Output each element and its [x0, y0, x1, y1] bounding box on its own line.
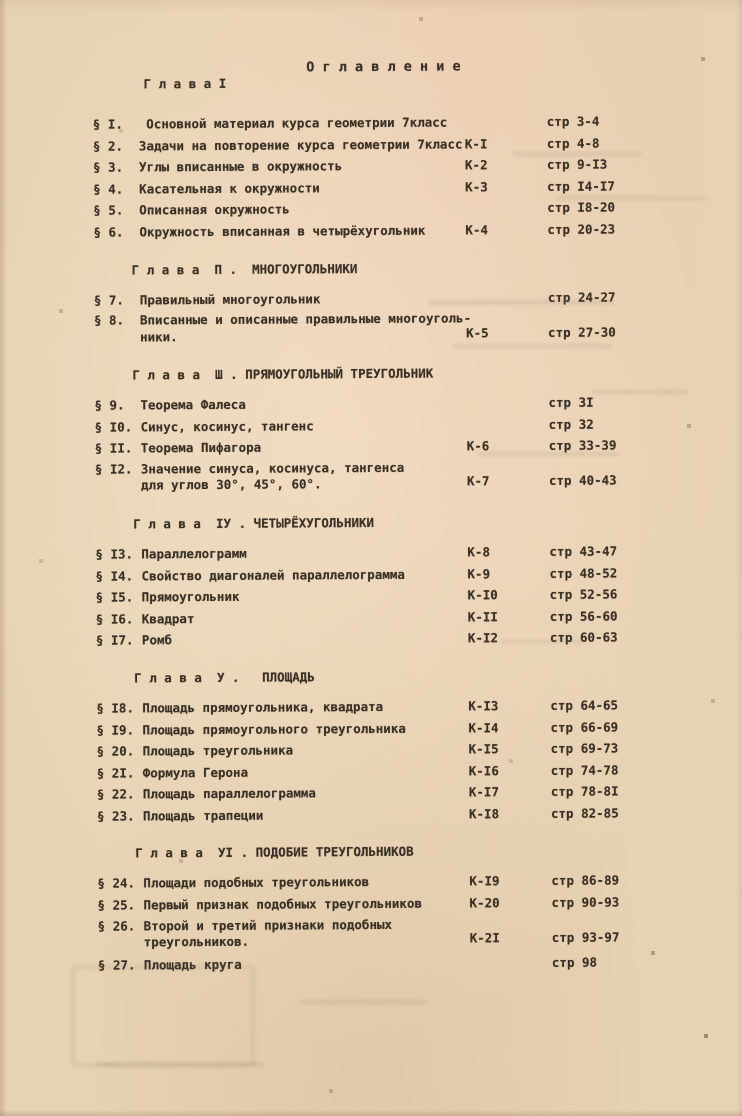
entry-pages: стр 93-97 [551, 929, 620, 945]
entry-control-code: К-2I [469, 930, 500, 946]
entry-control-code: К-I7 [468, 784, 499, 800]
chapter-section [2, 255, 742, 349]
entry-pages: стр 86-89 [551, 872, 620, 889]
entry-pages: стр 48-52 [549, 565, 618, 581]
entry-pages: стр 3-4 [546, 113, 600, 129]
entry-pages: стр 66-69 [550, 719, 619, 735]
entry-pages: стр 82-85 [550, 805, 619, 821]
entry-number: § I3. [95, 546, 134, 562]
entry-control-code: К-7 [466, 473, 490, 489]
entry-pages: стр I8-20 [547, 199, 616, 216]
entry-pages: стр 27-30 [547, 324, 616, 340]
entry-pages: стр 69-73 [550, 740, 619, 757]
entry-control-code: К-I9 [469, 873, 500, 889]
entry-number: § 24. [97, 875, 136, 892]
entry-title: Вписанные и описанные правильные многоуголь- ники. [139, 310, 472, 345]
chapter-entries [4, 694, 742, 828]
entry-pages: стр 20-23 [547, 221, 616, 237]
entry-number: § 4. [93, 181, 124, 197]
entry-number: § I4. [95, 567, 134, 584]
entry-title: Площадь прямоугольного треугольника [142, 720, 406, 737]
entry-title: Прямоугольник [141, 588, 240, 605]
entry-title: Площадь прямоугольника, квадрата [142, 698, 384, 716]
chapter-entries [3, 540, 742, 652]
entry-title: Описанная окружность [139, 201, 290, 218]
entry-number: § II. [94, 440, 133, 457]
chapter-entries [2, 391, 742, 498]
entry-pages: стр 90-93 [551, 894, 620, 910]
entry-control-code: К-3 [465, 179, 488, 195]
entry-title: Площади подобных треугольников [143, 874, 370, 891]
entry-control-code: К-I6 [468, 762, 499, 779]
entry-control-code: К-I2 [467, 630, 499, 646]
entry-pages: стр 24-27 [547, 289, 616, 305]
entry-title: Ромб [141, 632, 173, 648]
chapter-heading: Г л а в а IУ . ЧЕТЫРЁХУГОЛЬНИКИ [133, 514, 375, 532]
entry-title: Правильный многоугольник [139, 290, 321, 307]
entry-title: Квадрат [141, 610, 195, 627]
entry-control-code: К-II [467, 608, 498, 625]
page-title: О г л а в л е н и е [306, 58, 461, 76]
chapter-entries [1, 110, 742, 244]
entry-number: § 7. [93, 292, 124, 308]
entry-control-code: К-I [464, 135, 488, 152]
entry-number: § I6. [95, 611, 134, 627]
chapter-heading: Г л а в а I [143, 75, 227, 92]
toc-entry [1, 218, 742, 244]
toc-entry [2, 307, 742, 350]
entry-number: § I5. [95, 589, 134, 605]
chapter-heading: Г л а в а П . МНОГОУГОЛЬНИКИ [131, 260, 358, 278]
entry-pages: стр 64-65 [550, 697, 619, 713]
entry-number: § 6. [93, 224, 124, 240]
entry-title: Второй и третий признаки подобных треугольников. [143, 916, 393, 950]
entry-title: Площадь треугольника [142, 742, 294, 759]
entry-control-code: К-I3 [468, 698, 499, 714]
entry-number: § 2. [92, 138, 124, 154]
chapter-list [0, 70, 742, 977]
entry-control-code: К-I5 [468, 741, 499, 757]
toc-entry [5, 891, 742, 917]
entry-number: § 3. [92, 159, 124, 175]
entry-pages: стр 3I [548, 394, 594, 411]
entry-title: Теорема Пифагора [140, 440, 262, 456]
toc-entry [4, 626, 742, 652]
entry-pages: стр 32 [548, 416, 594, 432]
entry-pages: стр 78-8I [550, 783, 619, 800]
entry-pages: стр 33-39 [548, 437, 617, 454]
entry-pages: стр 40-43 [548, 472, 617, 489]
entry-control-code: К-I4 [468, 719, 499, 735]
entry-title: Основной материал курса геометрии 7класс [138, 114, 448, 132]
entry-title: Теорема Фалеса [140, 396, 246, 413]
chapter-section [0, 70, 742, 244]
entry-control-code: К-I0 [467, 587, 498, 603]
entry-control-code: К-6 [466, 438, 490, 454]
entry-number: § 27. [97, 957, 136, 973]
entry-control-code: К-8 [467, 544, 490, 560]
entry-number: § I0. [94, 419, 133, 435]
entry-number: § 26. [97, 918, 136, 934]
chapter-heading: Г л а в а У . ПЛОЩАДЬ [134, 669, 315, 686]
entry-title: Площадь круга [143, 956, 242, 973]
chapter-section [5, 839, 742, 976]
entry-pages: стр 74-78 [550, 762, 619, 778]
entry-number: § 25. [97, 897, 136, 913]
entry-title: Значение синуса, косинуса, тангенса для углов 30°, 45°, 60°. [140, 459, 405, 493]
chapter-section [3, 510, 742, 652]
toc-entry [2, 285, 742, 311]
entry-title: Синус, косинус, тангенс [140, 418, 314, 435]
entry-title: Площадь параллелограмма [142, 785, 316, 802]
chapter-heading: Г л а в а УI . ПОДОБИЕ ТРЕУГОЛЬНИКОВ [135, 844, 414, 861]
entry-pages: стр 56-60 [549, 608, 618, 624]
entry-title: Первый признак подобных треугольников [143, 895, 423, 913]
entry-number: § 23. [96, 808, 135, 824]
entry-control-code: К-4 [465, 222, 489, 238]
entry-number: § I8. [96, 700, 135, 716]
entry-pages: стр 4-8 [546, 135, 600, 151]
entry-title: Касательная к окружности [139, 180, 320, 197]
entry-number: § I9. [96, 721, 135, 738]
entry-title: Окружность вписанная в четырёхугольник [139, 222, 426, 240]
entry-title: Свойство диагоналей параллелограмма [141, 566, 405, 583]
entry-number: § 8. [93, 312, 125, 328]
entry-pages: стр 52-56 [549, 586, 618, 603]
toc-entry [6, 950, 742, 976]
toc-entry [6, 912, 742, 955]
entry-number: § I. [92, 116, 123, 132]
entry-title: Углы вписанные в окружность [138, 158, 343, 175]
chapter-entries [2, 285, 742, 349]
entry-control-code: К-2 [464, 157, 488, 173]
entry-number: § 2I. [96, 765, 135, 781]
entry-control-code: К-20 [469, 895, 500, 911]
chapter-entries [5, 869, 742, 976]
entry-number: § 9. [94, 397, 125, 413]
entry-control-code: К-I8 [468, 806, 500, 822]
entry-title: Параллелограмм [141, 545, 247, 562]
entry-pages: стр I4-I7 [547, 178, 615, 194]
entry-pages: стр 43-47 [549, 543, 618, 559]
toc-entry [5, 802, 742, 828]
entry-number: § I7. [95, 632, 134, 649]
chapter-section [2, 361, 742, 498]
toc-entry [3, 434, 742, 460]
entry-number: § 20. [96, 743, 135, 759]
entry-number: § I2. [94, 461, 133, 477]
entry-title: Формула Герона [142, 764, 249, 781]
entry-control-code: К-5 [465, 324, 489, 340]
chapter-section [4, 664, 742, 828]
chapter-heading: Г л а в а Ш . ПРЯМОУГОЛЬНЫЙ ТРЕУГОЛЬНИК [132, 365, 434, 383]
entry-control-code [466, 973, 552, 974]
toc-entry [3, 456, 742, 499]
entry-number: § 5. [93, 202, 124, 219]
entry-title: Задачи на повторение курса геометрии 7класс [138, 136, 463, 154]
entry-number: § 22. [96, 786, 135, 802]
entry-pages: стр 60-63 [549, 629, 618, 646]
entry-control-code: К-9 [467, 565, 491, 581]
entry-pages: стр 9-I3 [546, 156, 608, 173]
entry-title: Площадь трапеции [142, 807, 264, 824]
entry-pages: стр 98 [551, 954, 598, 970]
